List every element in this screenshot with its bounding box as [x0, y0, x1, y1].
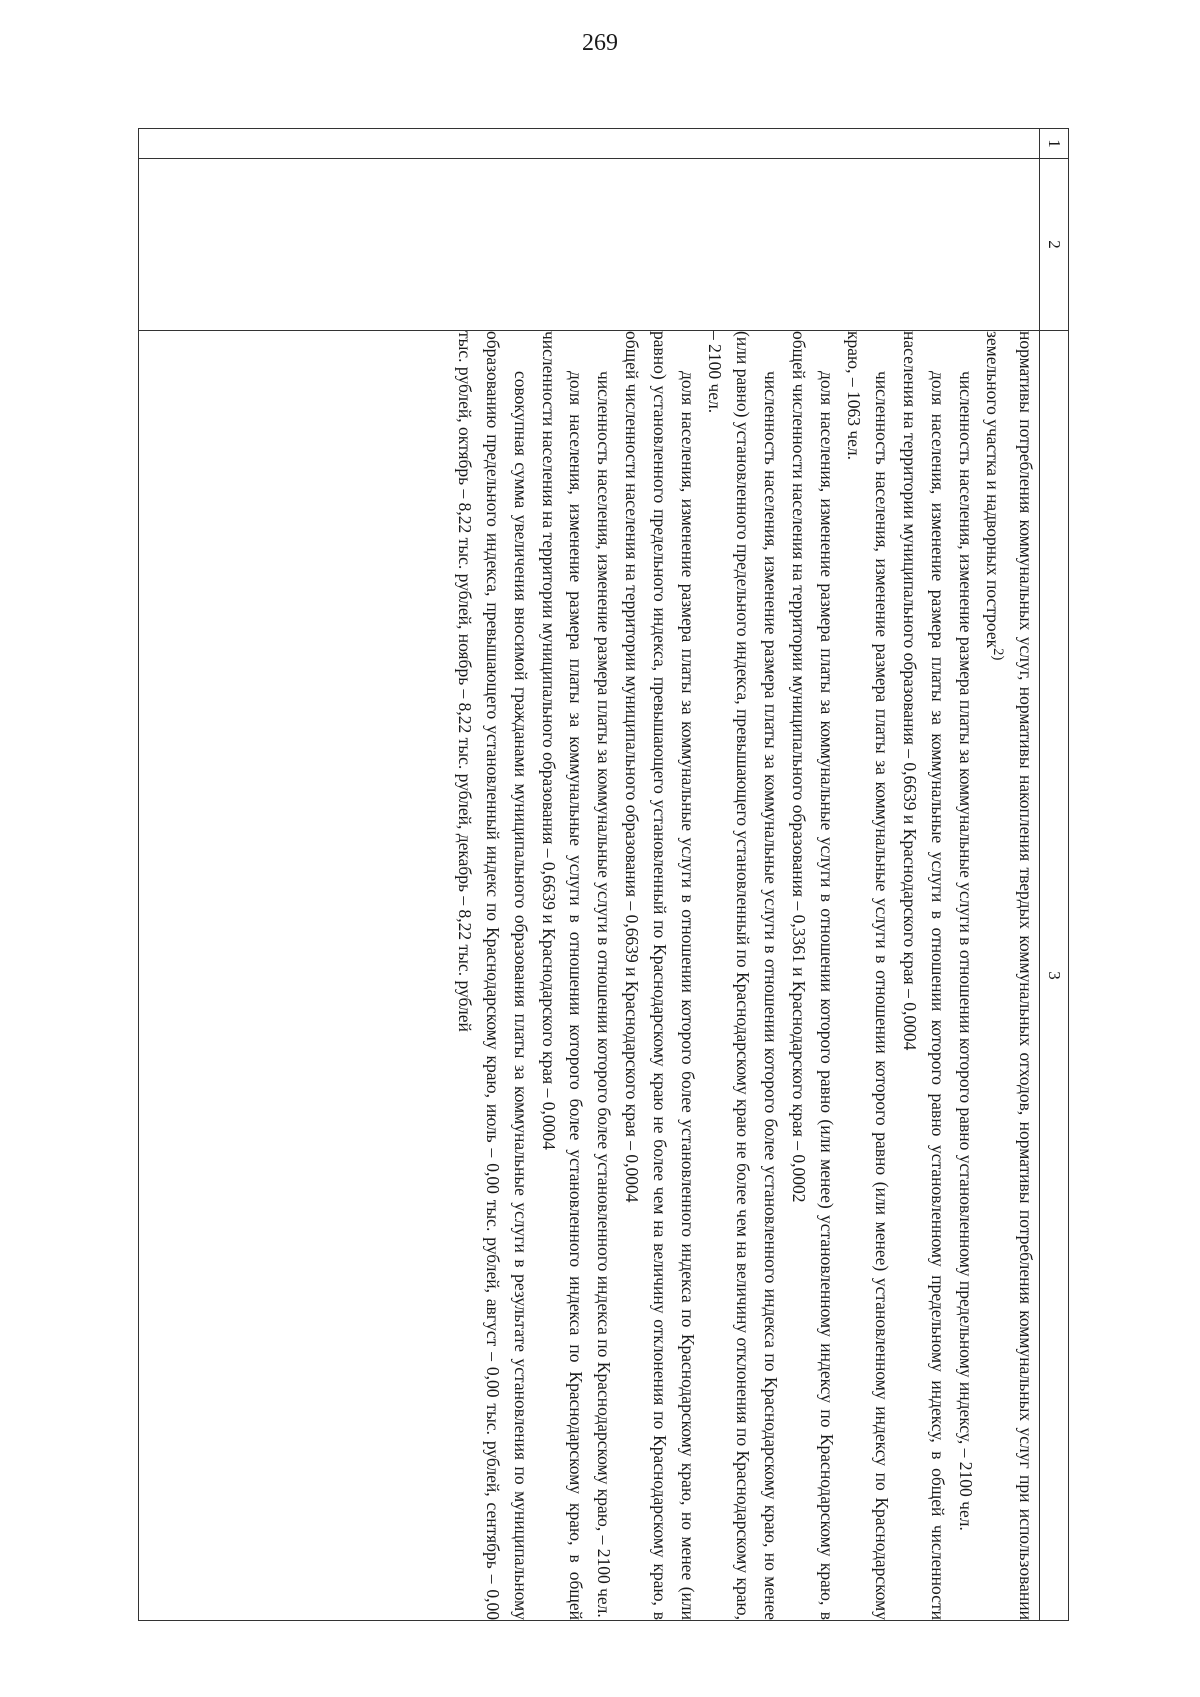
- cell-col-3: [139, 331, 1040, 1621]
- paragraph-normatives-text: нормативы потребления коммунальных услуг, нормативы накопления твердых коммунальных отходов, нормативы потребления коммунальных услуг при использовании земельного участка и надворных построек: [983, 331, 1036, 1620]
- paragraph-share-above-regional: доля населения, изменение размера платы за коммунальные услуги в отношении которого более установленного индекса по Краснодарскому краю, в общей численности населения на территории муниципального образования – 0,6639 и Краснодарского края – 0,0004: [538, 331, 587, 1620]
- column-header-1: 1: [1040, 129, 1069, 159]
- cell-col-2: [139, 159, 1040, 331]
- footnote-mark: 2): [990, 648, 1007, 661]
- data-table: [138, 128, 1069, 1621]
- rotated-table-wrapper: [138, 128, 1069, 1620]
- paragraph-population-equal-limit: численность населения, изменение размера платы за коммунальные услуги в отношении которого равно установленному предельному индексу, – 2100 чел.: [955, 371, 976, 1531]
- paragraph-share-equal-regional: доля населения, изменение размера платы за коммунальные услуги в отношении которого равно (или менее) установленному индексу по Краснодарскому краю, в общей численности населения на территории муниципального образования – 0,3361 и Краснодарского края – 0,0002: [788, 331, 837, 1620]
- paragraph-population-equal-regional: численность населения, изменение размера платы за коммунальные услуги в отношении которого равно (или менее) установленному индексу по Краснодарскому краю, – 1063 чел.: [844, 331, 893, 1620]
- table-row: [139, 129, 1040, 1621]
- column-header-3: 3: [1040, 331, 1069, 1621]
- paragraph-share-above-regional-within-deviation: доля населения, изменение размера платы за коммунальные услуги в отношении которого более установленного индекса по Краснодарскому краю, но менее (или равно) установленного предельного индекса, превышающего установленный по Краснодарскому краю не более чем на величину отклонения по Краснодарскому краю, в общей численности населения на территории муниципального образования – 0,6639 и Краснодарского края – 0,0004: [622, 331, 698, 1620]
- paragraph-total-increase: совокупная сумма увеличения вносимой гражданами муниципального образования платы за коммунальные услуги в результате установления по муниципальному образованию предельного индекса, превышающего установленный индекс по Краснодарскому краю, июль – 0,00 тыс. рублей, август – 0,00 тыс. рублей, сентябрь – 0,00 тыс. рублей, октябрь – 8,22 тыс. рублей, ноябрь – 8,22 тыс. рублей, декабрь – 8,22 тыс. рублей: [455, 331, 531, 1620]
- paragraph-population-above-regional-within-deviation: численность населения, изменение размера платы за коммунальные услуги в отношении которого более установленного индекса по Краснодарскому краю, но менее (или равно) установленного предельного индекса, превышающего установленный по Краснодарскому краю не более чем на величину отклонения по Краснодарскому краю, – 2100 чел.: [705, 331, 781, 1620]
- column-header-2: 2: [1040, 159, 1069, 331]
- paragraph-share-equal-limit: доля населения, изменение размера платы за коммунальные услуги в отношении которого равно установленному предельному индексу, в общей численности населения на территории муниципального образования – 0,6639 и Краснодарского края – 0,0004: [899, 331, 948, 1620]
- cell-col-1: [139, 129, 1040, 159]
- page-number: 269: [582, 30, 618, 56]
- paragraph-population-above-regional: численность населения, изменение размера платы за коммунальные услуги в отношении которого более установленного индекса по Краснодарскому краю, – 2100 чел.: [594, 371, 615, 1618]
- paragraph-normatives: [979, 331, 1039, 1620]
- table-header-row: [1040, 129, 1069, 1621]
